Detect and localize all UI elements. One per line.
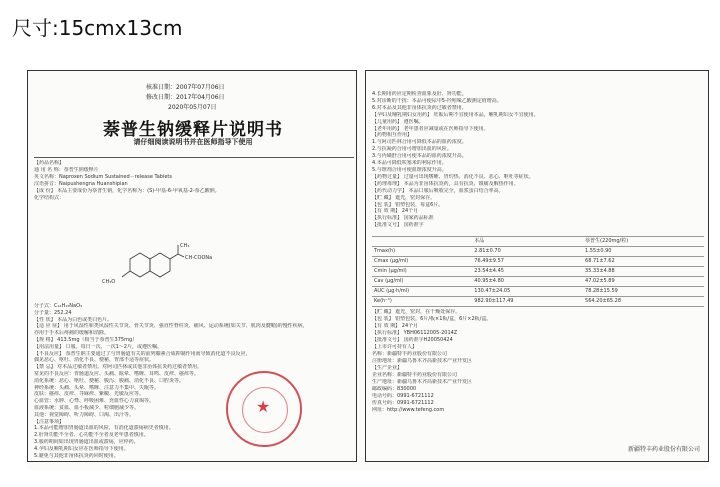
table-cell: 982.90±117.49 <box>472 297 583 307</box>
table-header: 本品 <box>472 237 583 247</box>
detail-line: 5.避免与其他非甾体抗炎药同时使用。 <box>34 452 119 459</box>
left-panel <box>27 70 357 462</box>
table-cell: AUC (μg·h/ml) <box>372 287 472 297</box>
text-line: 名称：新疆特丰药业股份有限公司 <box>372 351 448 357</box>
text-line: 电话号码：0991-6721112 <box>372 393 434 399</box>
detail-line: 其他：视觉障碍、听力障碍、口渴、出汗等。 <box>34 411 135 418</box>
detail-line: 血液系统：贫血、血小板减少、粒细胞减少等。 <box>34 404 140 411</box>
text-line: 【药物过量】 过量可出现嗜睡、胃灼热、消化不良、恶心、呕吐等症状。 <box>372 173 534 180</box>
text-line: 【执行标准】 YBH06112005-2014Z <box>372 330 458 336</box>
info-line: 【药品名称】 <box>34 160 65 166</box>
table-row <box>372 277 704 287</box>
acid-label: CH-COONa <box>185 255 213 261</box>
drug-info-block <box>34 155 354 202</box>
detail-line: 常见的不良反应：胃肠道反应、头痛、眩晕、嗜睡、耳鸣、皮疹、瘙痒等。 <box>34 370 200 377</box>
detail-line: 【性 状】 本品为白色或类白色片。 <box>34 316 113 323</box>
detail-line: 亦用于手术后疼痛的缓解和消除。 <box>34 330 110 337</box>
text-line: 【批准文号】 国药准字H20050424 <box>372 337 453 343</box>
detail-line: 【注意事项】 <box>34 418 65 425</box>
detail-line: 【不良反应】 萘普生钠主要通过了与胃肠道有关的前列腺素合成抑制作用而导致消化道不良反应， <box>34 350 251 357</box>
table-cell: Cav (μg/ml) <box>372 277 472 287</box>
drug-details <box>34 303 352 459</box>
revision-date-2: 2020年05月07日 <box>168 104 217 111</box>
text-line: 6.对本品及其他非甾体抗炎药过敏者禁用。 <box>372 104 467 111</box>
text-line: 【老年用药】 老年患者应减量或在医师指导下使用。 <box>372 125 489 132</box>
star-icon: ★ <box>256 397 271 416</box>
text-line: 【药理毒理】 本品为非甾体抗炎药，具有抗炎、镇痛及解热作用。 <box>372 180 519 187</box>
text-line: 【上市许可持有人】 <box>372 344 418 350</box>
table-row <box>372 297 704 307</box>
right-text-bottom <box>372 309 706 414</box>
detail-line: 【适 应 症】 用于风湿性和类风湿性关节炎、骨关节炎、强直性脊柱炎、痛风、运动系统(如关节、肌肉及腱鞘)的慢性疾病， <box>34 323 308 330</box>
text-line: 注册地址：新疆乌鲁木齐高新技术产业开发区 <box>372 358 473 364</box>
text-line: 4.本品可降低呋塞米的利尿作用。 <box>372 160 447 167</box>
detail-line: 心血管：水肿、心悸、呼吸困难、充血性心力衰竭等。 <box>34 398 155 405</box>
info-line: 通 用 名 称：萘普生钠缓释片 <box>34 167 99 173</box>
methyl-label: CH₃ <box>180 243 190 249</box>
leaflet-sheet <box>27 70 709 470</box>
table-header: 萘普生(220mg/粒) <box>583 237 704 247</box>
text-line: 5.对诊断的干扰：本品可使尿中5-羟吲哚乙酸测定值增高。 <box>372 97 502 104</box>
text-line: 【包 装】 铝塑包装，每盒6片。 <box>372 201 444 208</box>
document-subtitle: 请仔细阅读说明书并在医师指导下使用 <box>133 138 253 146</box>
table-row <box>372 247 704 257</box>
company-seal-stamp <box>226 371 302 447</box>
text-line: 【药物相互作用】 <box>372 132 413 139</box>
table-cell: 130.47±24.05 <box>472 287 583 297</box>
detail-line: 【用法用量】 口服。每日一次，一次1～2片，或遵医嘱。 <box>34 343 162 350</box>
text-line: 2.与抗凝药合用可增加出血的风险。 <box>372 146 452 153</box>
approval-date: 核准日期：2007年07月06日 <box>146 84 225 91</box>
table-row <box>372 267 704 277</box>
text-line: 【儿童用药】 遵医嘱。 <box>372 118 424 125</box>
detail-line: 偶见恶心、呕吐、消化不良、便秘、胃部不适等症状。 <box>34 357 155 364</box>
table-cell: 564.20±65.28 <box>583 297 704 307</box>
text-line: 生产地址：新疆乌鲁木齐高新技术产业开发区 <box>372 379 473 385</box>
detail-line: 神经系统：头痛、头晕、嗜睡、注意力不集中、失眠等。 <box>34 384 160 391</box>
text-line: 【批准文号】 国药准字 <box>372 222 424 229</box>
text-line: 【执行标准】 国家药品标准 <box>372 215 434 222</box>
info-line: 汉语拼音：Naipushengna Huanshipian <box>34 181 128 187</box>
text-line: 4.长期用药应定期检查血象及肝、肾功能。 <box>372 91 467 97</box>
methoxy-label: CH₃O <box>102 279 116 285</box>
table-row <box>372 257 704 267</box>
text-line: 3.与丙磺舒合用可使本品的血药浓度升高。 <box>372 153 467 160</box>
table-cell: Cmax (μg/ml) <box>372 257 472 267</box>
pharmacokinetics-table <box>372 236 704 307</box>
right-panel <box>365 70 709 462</box>
table-cell: 2.81±0.70 <box>472 247 583 257</box>
text-line: 【贮 藏】 遮光，密封，在干燥处保存。 <box>372 309 461 315</box>
detail-line: 分子量：252.24 <box>34 309 72 316</box>
text-line: 【孕妇及哺乳期妇女用药】 妊娠后期不宜使用本品，哺乳期妇女不宜使用。 <box>372 111 539 118</box>
info-line: 英文名称：Naproxen Sodium Sustained－release Tablets <box>34 174 172 180</box>
detail-line: 1.本品可能增加胃肠道出血的风险，有消化道溃疡病史者慎用。 <box>34 425 174 432</box>
text-line: 5.与锂剂合用可使血锂浓度升高。 <box>372 166 447 173</box>
table-header <box>372 237 472 247</box>
text-line: 1.与阿司匹林合用可降低本品的血药浓度。 <box>372 139 467 146</box>
table-cell: 40.95±4.80 <box>472 277 583 287</box>
table-cell: Cmin (μg/ml) <box>372 267 472 277</box>
text-line: 【贮 藏】 遮光，密封保存。 <box>372 194 436 201</box>
table-cell: Ke(h⁻¹) <box>372 297 472 307</box>
chemical-structure <box>100 239 220 299</box>
info-line: 化学结构式： <box>34 195 65 201</box>
text-line: 【生产企业】 <box>372 365 403 371</box>
detail-line: 皮肤：瘙痒、皮疹、荨麻疹、紫癜、光敏反应等。 <box>34 391 145 398</box>
table-cell: Tmax(h) <box>372 247 472 257</box>
text-line: 【有 效 期】 24个月 <box>372 323 419 329</box>
detail-line: 分子式：C₁₄H₁₃NaO₃ <box>34 303 83 309</box>
detail-line: 【禁 忌】 对本品过敏者禁用。对阿司匹林或其他非甾体抗炎药过敏者禁用。 <box>34 364 203 371</box>
table-cell: 23.54±4.45 <box>472 267 583 277</box>
detail-line: 消化系统：恶心、呕吐、便秘、腹泻、腹痛、消化不良、口腔炎等。 <box>34 377 185 384</box>
text-line: 邮政编码：830000 <box>372 386 417 392</box>
document-title: 萘普生钠缓释片说明书 <box>103 120 283 140</box>
table-cell: 47.02±5.89 <box>583 277 704 287</box>
revision-date-1: 修改日期：2017年04月06日 <box>146 94 225 101</box>
text-line: 【有 效 期】 24个月 <box>372 208 419 215</box>
detail-line: 2.肝肾功能不全者、心功能不全者及老年患者慎用。 <box>34 432 149 439</box>
table-cell: 76.49±9.57 <box>472 257 583 267</box>
table-row <box>372 287 704 297</box>
company-name: 新疆特丰药业股份有限公司 <box>627 446 700 453</box>
revision-dates <box>146 83 286 113</box>
text-line: 网址：http://www.tefeng.com <box>372 407 445 413</box>
right-text-top <box>372 91 706 229</box>
detail-line: 【规 格】 413.5mg（相当于萘普生375mg） <box>34 336 138 343</box>
table-cell: 78.28±15.59 <box>583 287 704 297</box>
divider <box>34 157 354 158</box>
text-line: 【包 装】 铝塑包装，6片/板×1板/盒，6片×2板/盒。 <box>372 316 492 322</box>
detail-line: 4.孕妇及哺乳期妇女应在医师指导下使用。 <box>34 445 129 452</box>
table-cell: 68.71±7.62 <box>583 257 704 267</box>
text-line: 【药代动力学】 本品口服后吸收完全，血浆蛋白结合率高。 <box>372 187 504 194</box>
text-line: 传真号码：0991-6721112 <box>372 400 434 406</box>
info-line: 【成 份】 本品主要成份为萘普生钠，化学名称为：(S)-甲基-6-甲氧基-2-萘乙酸钠。 <box>34 188 220 194</box>
detail-line: 3.服药期间如出现胃肠道出血或溃疡，应停药。 <box>34 438 139 445</box>
table-cell: 35.33±4.88 <box>583 267 704 277</box>
size-label: 尺寸:15cmx13cm <box>12 16 183 40</box>
table-header-row <box>372 237 704 247</box>
text-line: 企业名称：新疆特丰药业股份有限公司 <box>372 372 458 378</box>
table-cell: 1.55±0.90 <box>583 247 704 257</box>
